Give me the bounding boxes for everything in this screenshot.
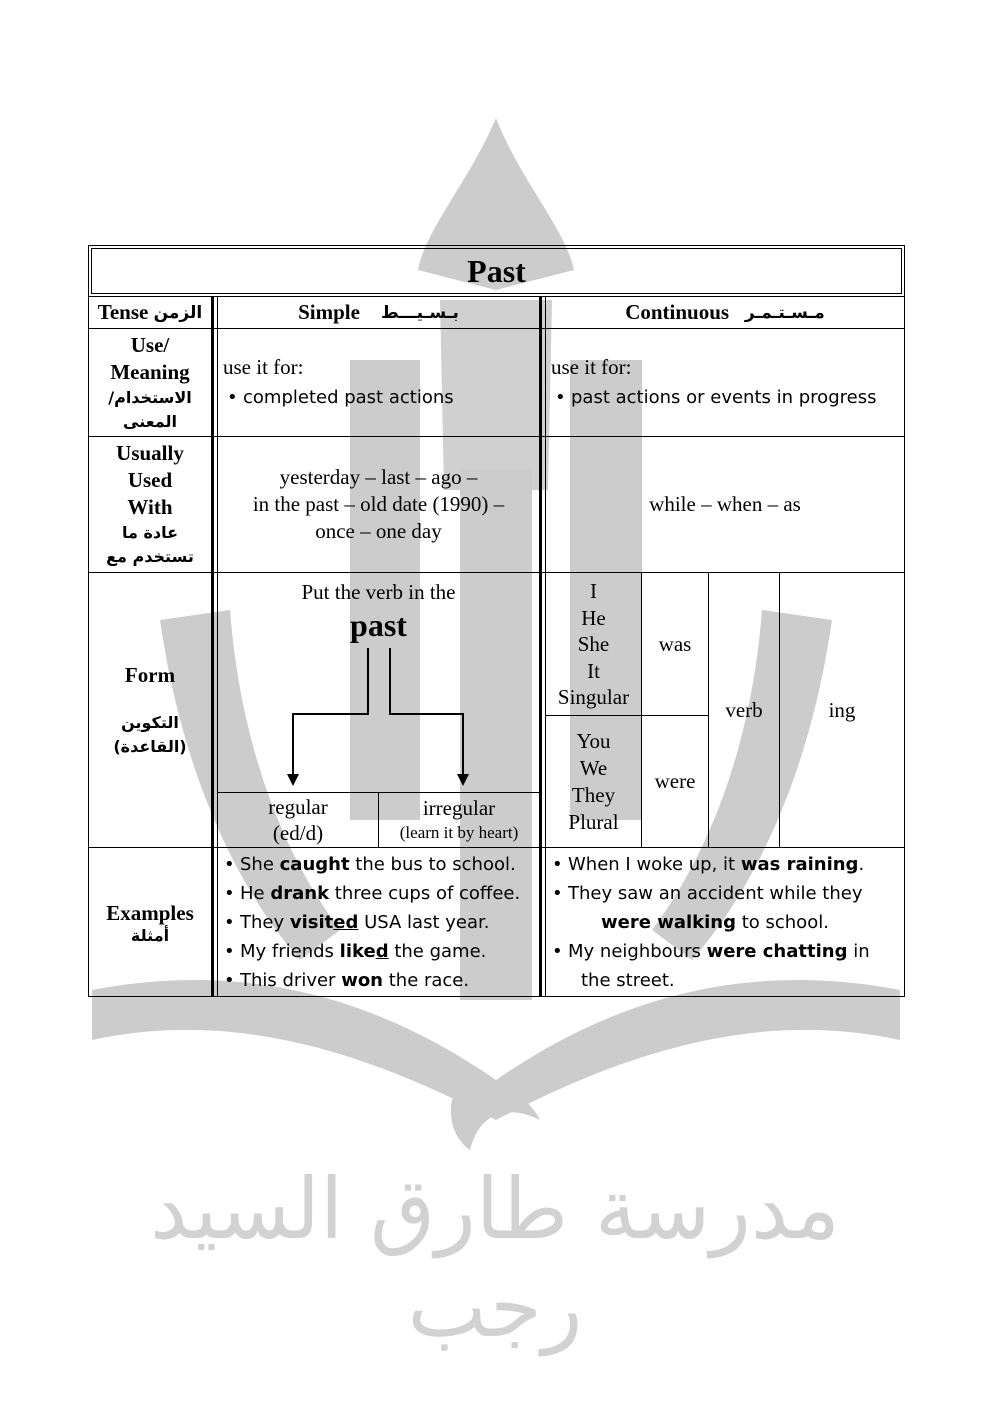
continuous-examples — [548, 850, 902, 995]
continuous-example: • When I woke up, it was raining. — [548, 850, 902, 879]
irregular-verbs: irregular (learn it by heart) — [399, 796, 519, 842]
use-meaning-label: Use/ Meaning الاستخدام/ المعنى — [108, 332, 192, 431]
aux-were: were — [654, 769, 696, 793]
aux-was: was — [658, 631, 692, 656]
regular-verbs: regular (ed/d) — [268, 795, 328, 845]
singular-pronouns: I He She It Singular — [557, 579, 630, 710]
continuous-example: • My neighbours were chatting in the street. — [548, 937, 902, 995]
simple-time-expressions: yesterday – last – ago – in the past – old date (1990) – once – one day — [252, 465, 505, 543]
form-label: Form التكوين (القاعدة) — [113, 662, 187, 756]
continuous-time-expressions: while – when – as — [649, 492, 801, 516]
verb-slot: verb — [725, 697, 763, 722]
continuous-header: Continuous مـسـتـمـر — [625, 300, 825, 324]
simple-use-cell: use it for: • completed past actions — [223, 354, 533, 412]
simple-example: • They visited USA last year. — [220, 908, 538, 937]
past-tense-table — [88, 245, 905, 997]
examples-label: Examples أمثلة — [106, 900, 194, 945]
continuous-use-bullet: • past actions or events in progress — [551, 383, 901, 412]
tense-header: Tense الزمن — [97, 300, 203, 324]
simple-form-past-word: past — [350, 607, 407, 643]
simple-use-bullet: • completed past actions — [223, 383, 533, 412]
simple-example: • This driver won the race. — [220, 966, 538, 995]
simple-example: • She caught the bus to school. — [220, 850, 538, 879]
simple-examples — [220, 850, 538, 995]
school-name-watermark: مدرسة طارق السيد رجب — [150, 1160, 840, 1356]
simple-form-intro: Put the verb in the — [301, 580, 456, 604]
continuous-example: • They saw an accident while they were walking to school. — [548, 879, 902, 937]
ing-suffix: ing — [828, 697, 856, 722]
table-title: Past — [91, 248, 902, 294]
simple-example: • My friends liked the game. — [220, 937, 538, 966]
form-arrows — [218, 646, 539, 791]
simple-example: • He drank three cups of coffee. — [220, 879, 538, 908]
continuous-use-cell: use it for: • past actions or events in progress — [551, 354, 901, 412]
usually-used-with-label: Usually Used With عادة ما تستخدم مع — [106, 441, 194, 566]
simple-header: Simple بـسـيـــط — [298, 300, 459, 324]
plural-pronouns: You We They Plural — [568, 728, 619, 834]
